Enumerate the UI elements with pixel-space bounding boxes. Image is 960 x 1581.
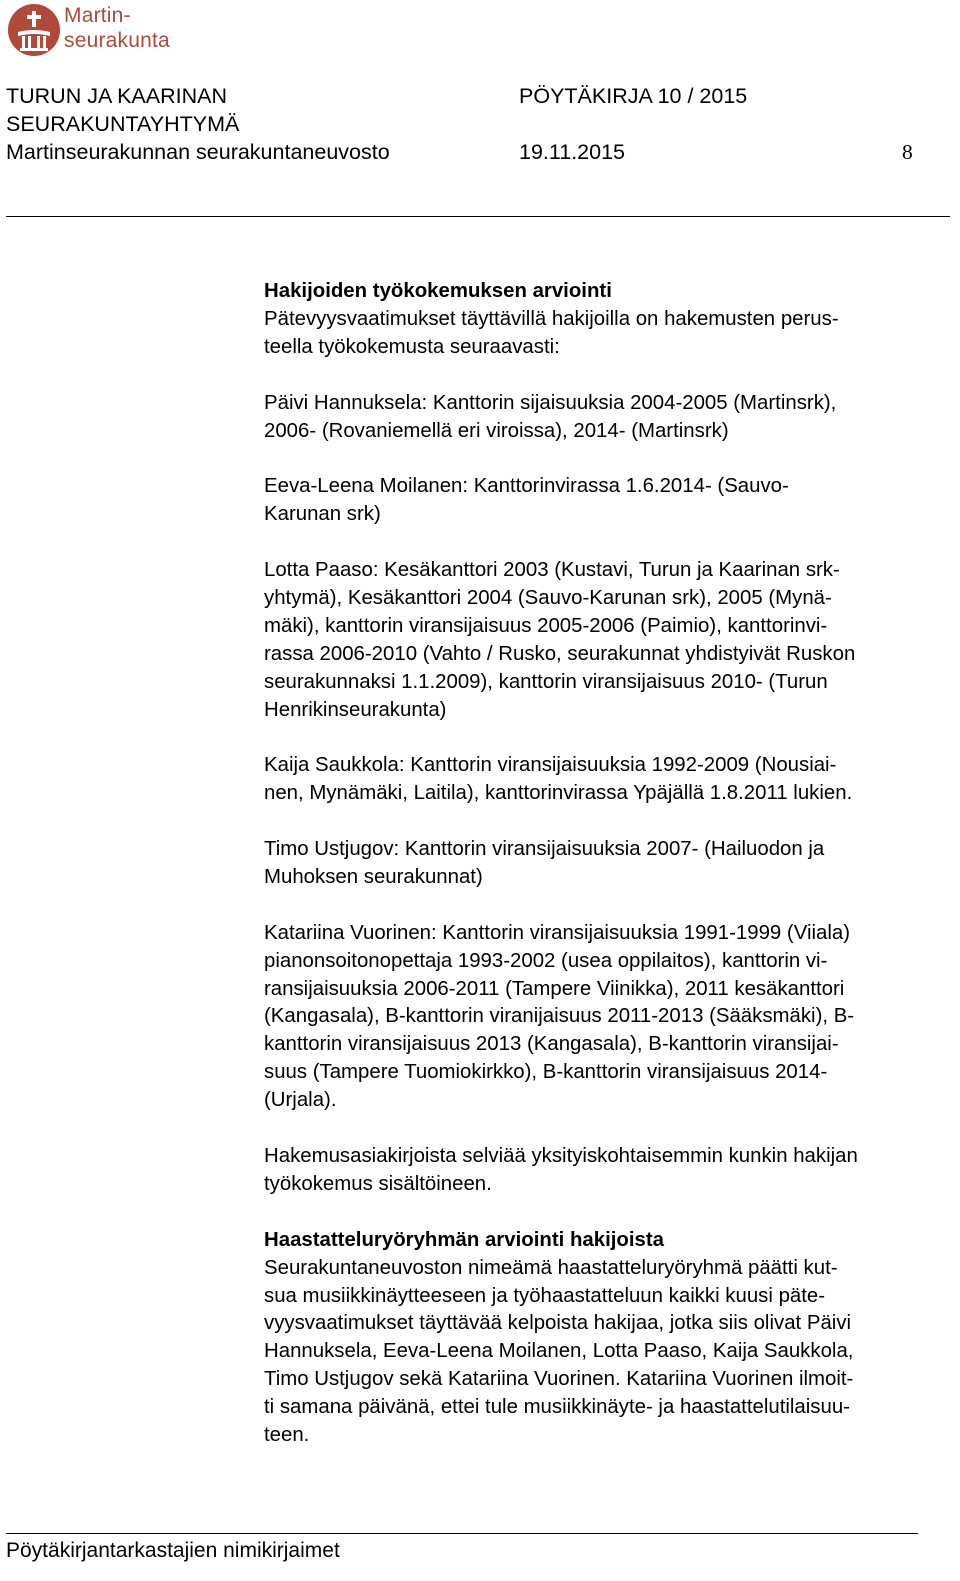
header-divider [6,216,950,217]
applicant-entry: Eeva-Leena Moilanen: Kanttorinvirassa 1.6.2014- (Sauvo- Karunan srk) [264,475,789,526]
applicant-entry: Katariina Vuorinen: Kanttorin viransijaisuuksia 1991-1999 (Viiala) pianonsoitonopettaja 1993-2002 (usea oppilaitos), kanttorin vi- ransijaisuuksia 2006-2011 (Tampere Viinikka), 2011 kesäkanttori (Kangasala), B-kanttorin viranijaisuus 2011-2013 (Sääksmäki), B- kanttorin viransijaisuus 2013 (Kangasala), B-kanttorin viransijai- suus (Tampere Tuomiokirkko), B-kanttorin viransijaisuus 2014- (Urjala). [264,921,855,1112]
interview-paragraph: Seurakuntaneuvoston nimeämä haastatteluryöryhmä päätti kut- sua musiikkinäytteeseen ja työhaastatteluun kaikki kuusi päte- vyysvaatimukset täyttävää kelpoista hakijaa, jotka siis olivat Päivi Hannuksela, Eeva-Leena Moilanen, Lotta Paaso, Kaija Saukkola, Timo Ustjugov sekä Katariina Vuorinen. Katariina Vuorinen ilmoit- ti samana päivänä, ettei tule musiikkinäyte- ja haastattelutilaisuu- teen. [264,1256,854,1447]
section-heading-experience: Hakijoiden työkokemuksen arviointi [264,280,612,302]
applicant-entry: Lotta Paaso: Kesäkanttori 2003 (Kustavi, Turun ja Kaarinan srk- yhtymä), Kesäkanttori 2004 (Sauvo-Karunan srk), 2005 (Mynä- mäki), kanttorin viransijaisuus 2005-2006 (Paimio), kanttorinvi- rassa 2006-2010 (Vahto / Rusko, seurakunnat yhdistyivät Ruskon seurakunnaksi 1.1.2009), kanttorin viransijaisuus 2010- (Turun Henrikinseurakunta) [264,559,856,721]
document-title: PÖYTÄKIRJA 10 / 2015 [519,84,748,108]
organization-name-line-2: SEURAKUNTAYHTYMÄ [6,112,240,136]
applicant-entry: Kaija Saukkola: Kanttorin viransijaisuuksia 1992-2009 (Nousiai- nen, Mynämäki, Laitila), kanttorinvirassa Ypäjällä 1.8.2011 lukien. [264,754,853,805]
logo-line-2: seurakunta [64,29,170,52]
document-body [264,278,954,1450]
applicant-entry: Päivi Hannuksela: Kanttorin sijaisuuksia 2004-2005 (Martinsrk), 2006- (Rovaniemellä eri viroissa), 2014- (Martinsrk) [264,391,837,442]
logo-wordmark [64,3,170,53]
footer-initials-label: Pöytäkirjantarkastajien nimikirjaimet [6,1539,340,1562]
intro-paragraph: Pätevyysvaatimukset täyttävillä hakijoilla on hakemusten perus- teella työkokemusta seuraavasti: [264,307,839,358]
summary-paragraph: Hakemusasiakirjoista selviää yksityiskohtaisemmin kunkin hakijan työkokemus sisältöineen. [264,1144,858,1195]
logo-line-1: Martin- [64,4,131,27]
footer-divider [6,1533,918,1534]
page-number: 8 [902,140,913,164]
meeting-body: Martinseurakunnan seurakuntaneuvosto [6,140,390,164]
organization-name-line-1: TURUN JA KAARINAN [6,84,228,108]
section-heading-interview: Haastatteluryöryhmän arviointi hakijoista [264,1228,665,1251]
church-emblem-icon [6,2,64,60]
applicant-entry: Timo Ustjugov: Kanttorin viransijaisuuksia 2007- (Hailuodon ja Muhoksen seurakunnat) [264,838,825,888]
meeting-date: 19.11.2015 [519,140,626,164]
